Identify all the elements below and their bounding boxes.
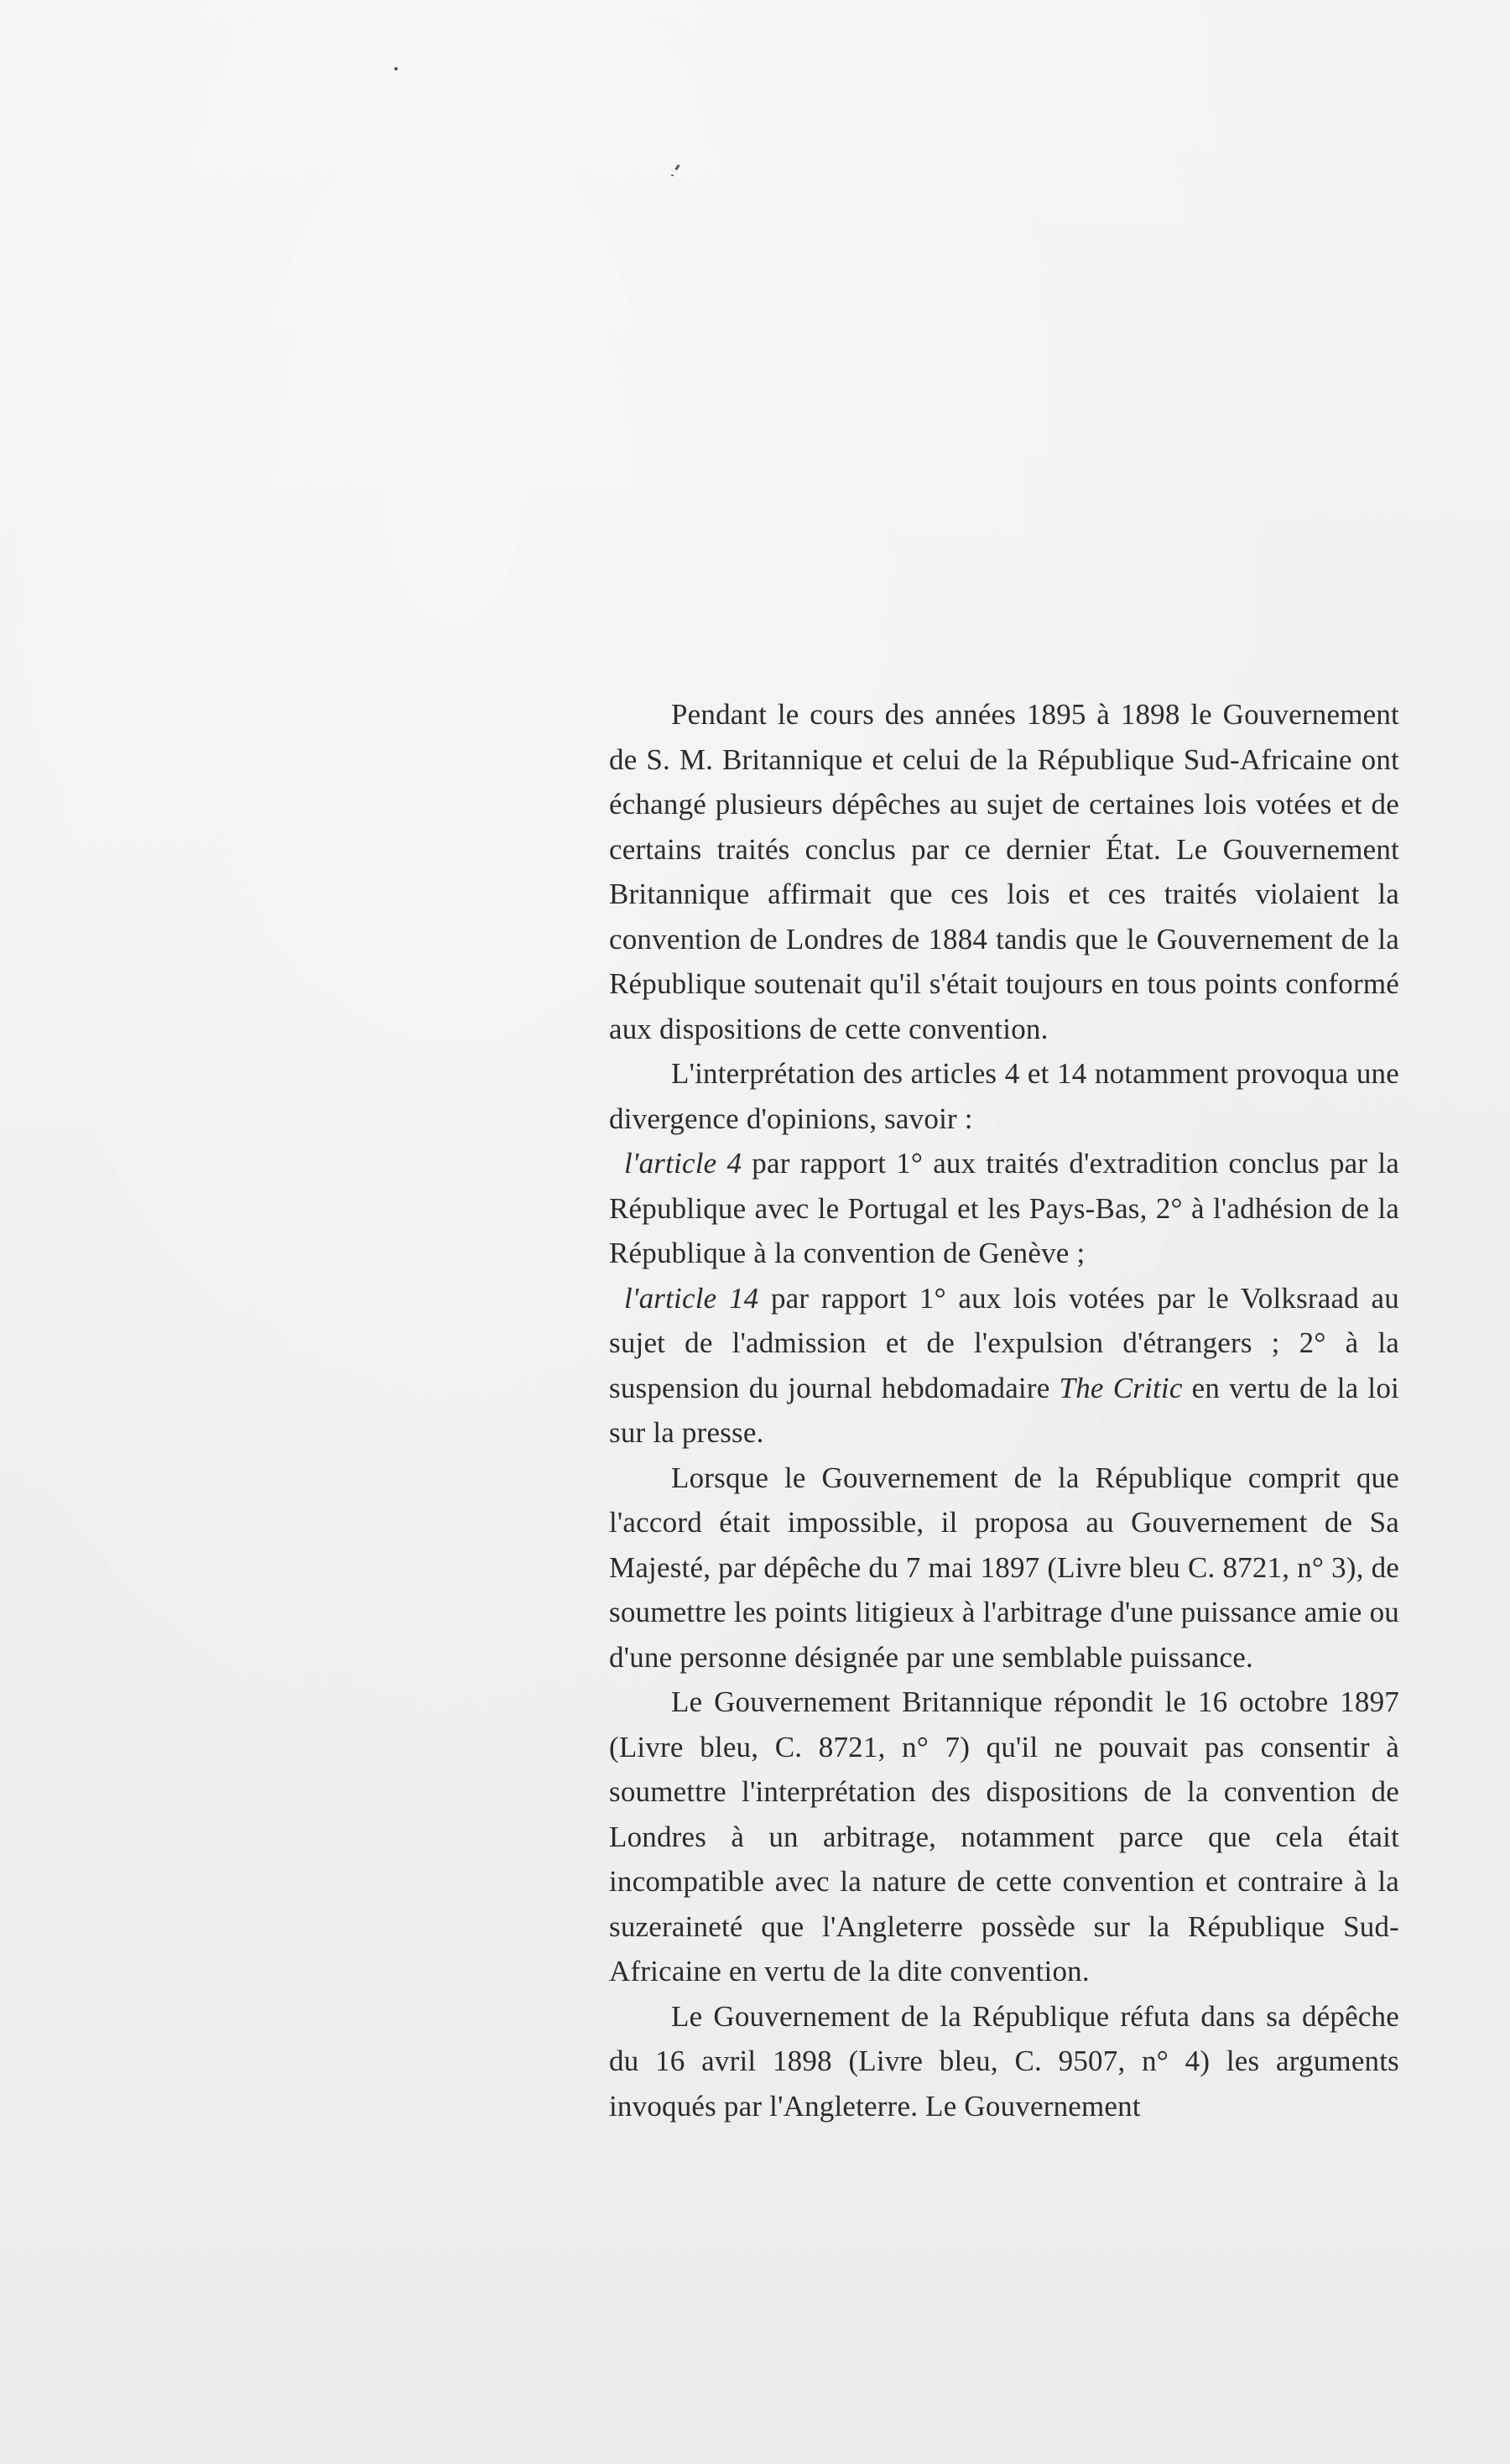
paragraph-7 <box>609 1994 1399 2129</box>
paragraph-7-text: Le Gouvernement de la République réfuta dans sa dépêche du 16 avril 1898 (Livre bleu, C. 9507, n° 4) les arguments invoqués par l'Angleterre. Le Gouvernement <box>609 1999 1399 2123</box>
article-4-lead: l'article 4 <box>624 1147 742 1180</box>
list-item-article-14 <box>609 1276 1399 1456</box>
paragraph-2 <box>609 1051 1399 1141</box>
paragraph-5 <box>609 1456 1399 1680</box>
paragraph-2-text: L'interprétation des articles 4 et 14 notamment provoqua une divergence d'opinions, savoir : <box>609 1057 1399 1135</box>
scan-speck <box>394 67 398 70</box>
list-item-article-4 <box>609 1141 1399 1276</box>
article-14-lead: l'article 14 <box>624 1281 759 1315</box>
paragraph-6-text: Le Gouvernement Britannique répondit le 16 octobre 1897 (Livre bleu, C. 8721, n° 7) qu'il ne pouvait pas consentir à soumettre l'interprétation des dispositions de la convention de Londres à un arbitrage, notamment parce que cela était incompatible avec la nature de cette convention et contraire à la suzeraineté que l'Angleterre possède sur la République Sud-Africaine en vertu de la dite convention. <box>609 1685 1399 1987</box>
paragraph-1 <box>609 692 1399 1051</box>
scan-speck <box>674 164 680 170</box>
paragraph-6 <box>609 1680 1399 1994</box>
article-4-text: par rapport 1° aux traités d'extradition conclus par la République avec le Portugal et les Pays-Bas, 2° à l'adhésion de la République à la convention de Genève ; <box>609 1147 1399 1269</box>
body-text <box>609 692 1399 2128</box>
paragraph-5-text: Lorsque le Gouvernement de la République comprit que l'accord était impossible, il proposa au Gouvernement de Sa Majesté, par dépêche du 7 mai 1897 (Livre bleu C. 8721, n° 3), de soumettre les points litigieux à l'arbitrage d'une puissance amie ou d'une personne désignée par une semblable puissance. <box>609 1461 1399 1674</box>
paragraph-1-text: Pendant le cours des années 1895 à 1898 le Gouvernement de S. M. Britannique et celui de la République Sud-Africaine ont échangé plusieurs dépêches au sujet de certaines lois votées et de certains traités conclus par ce dernier État. Le Gouvernement Britannique affirmait que ces lois et ces traités violaient la convention de Londres de 1884 tandis que le Gouvernement de la République soutenait qu'il s'était toujours en tous points conformé aux dispositions de cette convention. <box>609 698 1399 1045</box>
article-14-tail: en vertu de la loi sur la presse. <box>609 1371 1399 1449</box>
scan-speck <box>671 175 674 176</box>
journal-title: The Critic <box>1059 1371 1183 1404</box>
article-14-text: par rapport 1° aux lois votées par le Volksraad au sujet de l'admission et de l'expulsion d'étrangers ; 2° à la suspension du journal hebdomadaire <box>609 1281 1399 1404</box>
